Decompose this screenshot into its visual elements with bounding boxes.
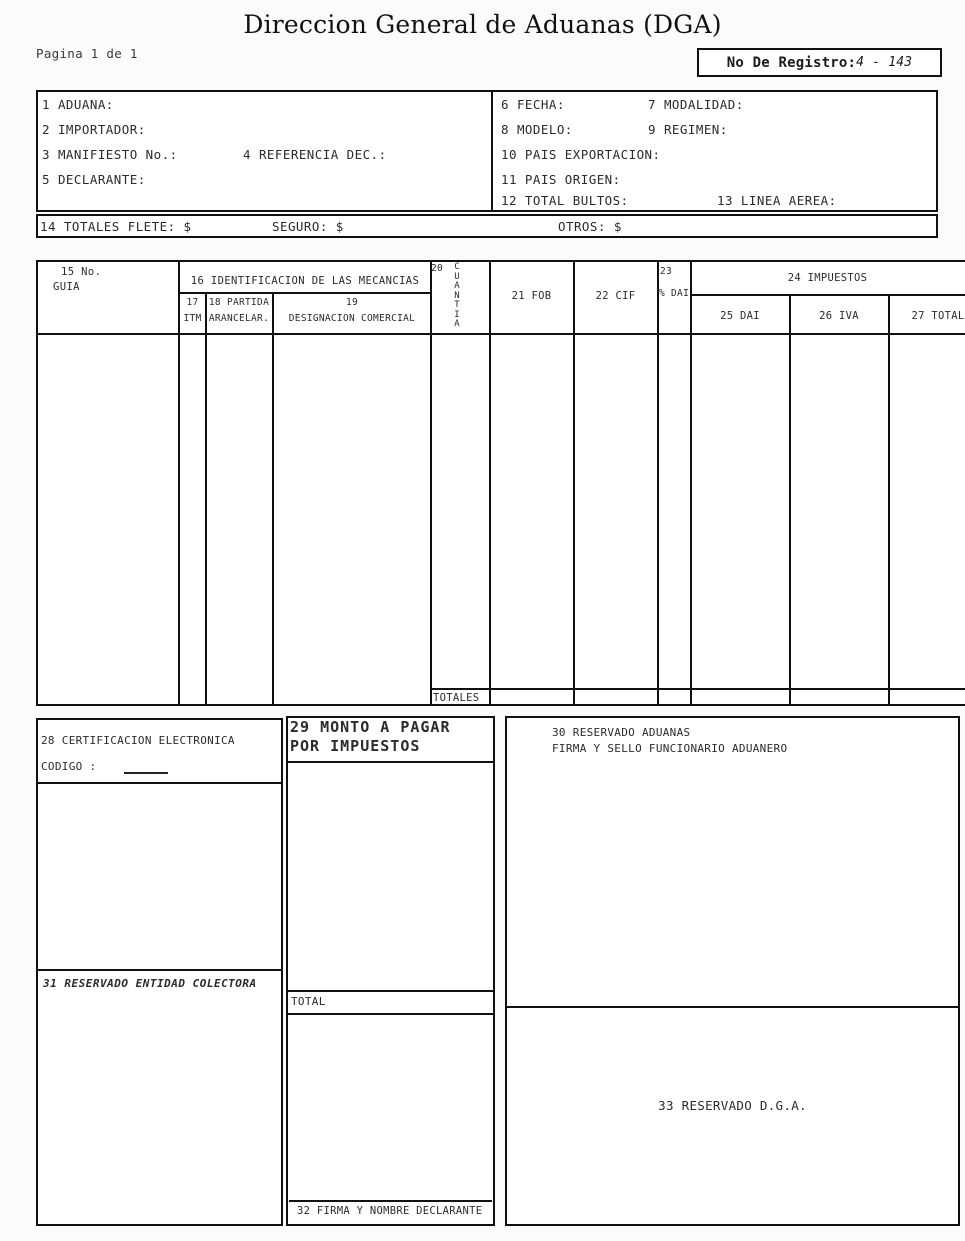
- monto-header-separator: [286, 761, 495, 763]
- codigo-blank-rule: [124, 772, 168, 774]
- col-header-dai: 25 DAI: [720, 310, 760, 322]
- col-rule-25-26: [789, 294, 791, 706]
- goods-header-separator: [36, 333, 965, 335]
- field-codigo-label: CODIGO :: [41, 760, 97, 773]
- field-monto-pagar-line2: POR IMPUESTOS: [290, 737, 421, 755]
- col-rule-18: [272, 292, 274, 706]
- col-header-total: 27 TOTAL: [911, 310, 965, 322]
- field-pais-exportacion: 10 PAIS EXPORTACION:: [501, 147, 661, 162]
- col-header-cuantia-number: 20: [431, 263, 444, 274]
- field-firma-nombre-declarante: 32 FIRMA Y NOMBRE DECLARANTE: [297, 1205, 483, 1217]
- monto-total-label: TOTAL: [291, 995, 326, 1008]
- field-seguro: SEGURO: $: [272, 219, 344, 234]
- certification-box: [36, 718, 283, 1226]
- field-reservado-aduanas-line2: FIRMA Y SELLO FUNCIONARIO ADUANERO: [552, 742, 788, 755]
- col-header-pct-dai-line2: % DAI: [659, 288, 690, 299]
- impuestos-subheader-separator: [690, 294, 965, 296]
- field-totales-flete: 14 TOTALES FLETE: $: [40, 219, 192, 234]
- col-header-impuestos: 24 IMPUESTOS: [787, 272, 868, 284]
- goods-subheader-separator: [178, 292, 431, 294]
- field-manifiesto: 3 MANIFIESTO No.:: [42, 147, 178, 162]
- col-rule-17: [205, 292, 207, 706]
- col-header-itm-line1: 17: [186, 297, 199, 308]
- col-header-iva: 26 IVA: [819, 310, 859, 322]
- registry-label: No De Registro:: [726, 54, 857, 71]
- col-rule-26-27: [888, 294, 890, 706]
- reservado-dga-separator: [505, 1006, 960, 1008]
- col-header-pct-dai-line1: 23: [660, 266, 673, 277]
- col-header-cuantia-vertical: [452, 263, 462, 330]
- cuantia-letter-a: A: [454, 281, 460, 291]
- col-rule-22-23: [657, 260, 659, 706]
- col-rule-20-21: [489, 260, 491, 706]
- registry-number-box: [697, 48, 942, 77]
- field-otros: OTROS: $: [558, 219, 622, 234]
- cuantia-letter-u: U: [454, 271, 460, 282]
- monto-pagar-box: [286, 716, 495, 1226]
- field-modalidad: 7 MODALIDAD:: [648, 97, 744, 112]
- col-header-partida-line2: ARANCELAR.: [208, 313, 270, 324]
- col-header-designacion-line2: DESIGNACION COMERCIAL: [288, 313, 416, 324]
- col-rule-21-22: [573, 260, 575, 706]
- field-declarante: 5 DECLARANTE:: [42, 172, 146, 187]
- page-title: Direccion General de Aduanas (DGA): [243, 10, 722, 39]
- field-reservado-dga: 33 RESERVADO D.G.A.: [658, 1098, 807, 1113]
- goods-table: [36, 260, 965, 706]
- cuantia-letter-n: N: [454, 290, 460, 301]
- field-regimen: 9 REGIMEN:: [648, 122, 728, 137]
- firma-declarante-separator: [289, 1200, 492, 1202]
- goods-totals-separator: [430, 688, 965, 690]
- monto-total-separator-bottom: [286, 1013, 495, 1015]
- col-rule-15-16: [178, 260, 180, 706]
- registry-value: 4 - 143: [856, 55, 913, 70]
- col-header-itm-line2: ITM: [183, 313, 202, 324]
- cuantia-letter-a2: A: [454, 319, 460, 329]
- field-total-bultos: 12 TOTAL BULTOS:: [501, 193, 629, 208]
- col-rule-23-24: [690, 260, 692, 706]
- col-header-designacion-line1: 19: [345, 297, 359, 308]
- header-divider: [491, 90, 493, 212]
- col-header-identificacion: 16 IDENTIFICACION DE LAS MECANCIAS: [190, 275, 420, 287]
- goods-totals-label: TOTALES: [433, 692, 480, 704]
- field-fecha: 6 FECHA:: [501, 97, 565, 112]
- page-indicator: Pagina 1 de 1: [36, 46, 138, 61]
- field-aduana: 1 ADUANA:: [42, 97, 114, 112]
- field-reservado-aduanas-line1: 30 RESERVADO ADUANAS: [552, 726, 691, 739]
- cuantia-letter-c: C: [454, 262, 460, 272]
- field-pais-origen: 11 PAIS ORIGEN:: [501, 172, 621, 187]
- entidad-colectora-separator: [36, 969, 283, 971]
- field-certificacion-electronica: 28 CERTIFICACION ELECTRONICA: [41, 734, 235, 747]
- field-modelo: 8 MODELO:: [501, 122, 573, 137]
- cuantia-letter-i: I: [454, 309, 460, 320]
- field-linea-aerea: 13 LINEA AEREA:: [717, 193, 837, 208]
- col-header-no-guia-line1: 15 No.: [61, 266, 102, 278]
- col-header-fob: 21 FOB: [511, 290, 552, 302]
- col-header-partida-line1: 18 PARTIDA: [208, 297, 270, 308]
- cuantia-letter-t: T: [454, 300, 460, 310]
- field-importador: 2 IMPORTADOR:: [42, 122, 146, 137]
- field-referencia-dec: 4 REFERENCIA DEC.:: [243, 147, 387, 162]
- col-rule-19-20: [430, 260, 432, 706]
- field-monto-pagar-line1: 29 MONTO A PAGAR: [290, 718, 451, 736]
- col-header-no-guia-line2: GUIA: [53, 281, 80, 293]
- field-reservado-entidad-colectora: 31 RESERVADO ENTIDAD COLECTORA: [43, 977, 257, 990]
- reservado-aduanas-box: [505, 716, 960, 1226]
- certification-codigo-separator: [36, 782, 283, 784]
- monto-total-separator-top: [286, 990, 495, 992]
- col-header-total-clip: [889, 310, 965, 326]
- col-header-cif: 22 CIF: [595, 290, 636, 302]
